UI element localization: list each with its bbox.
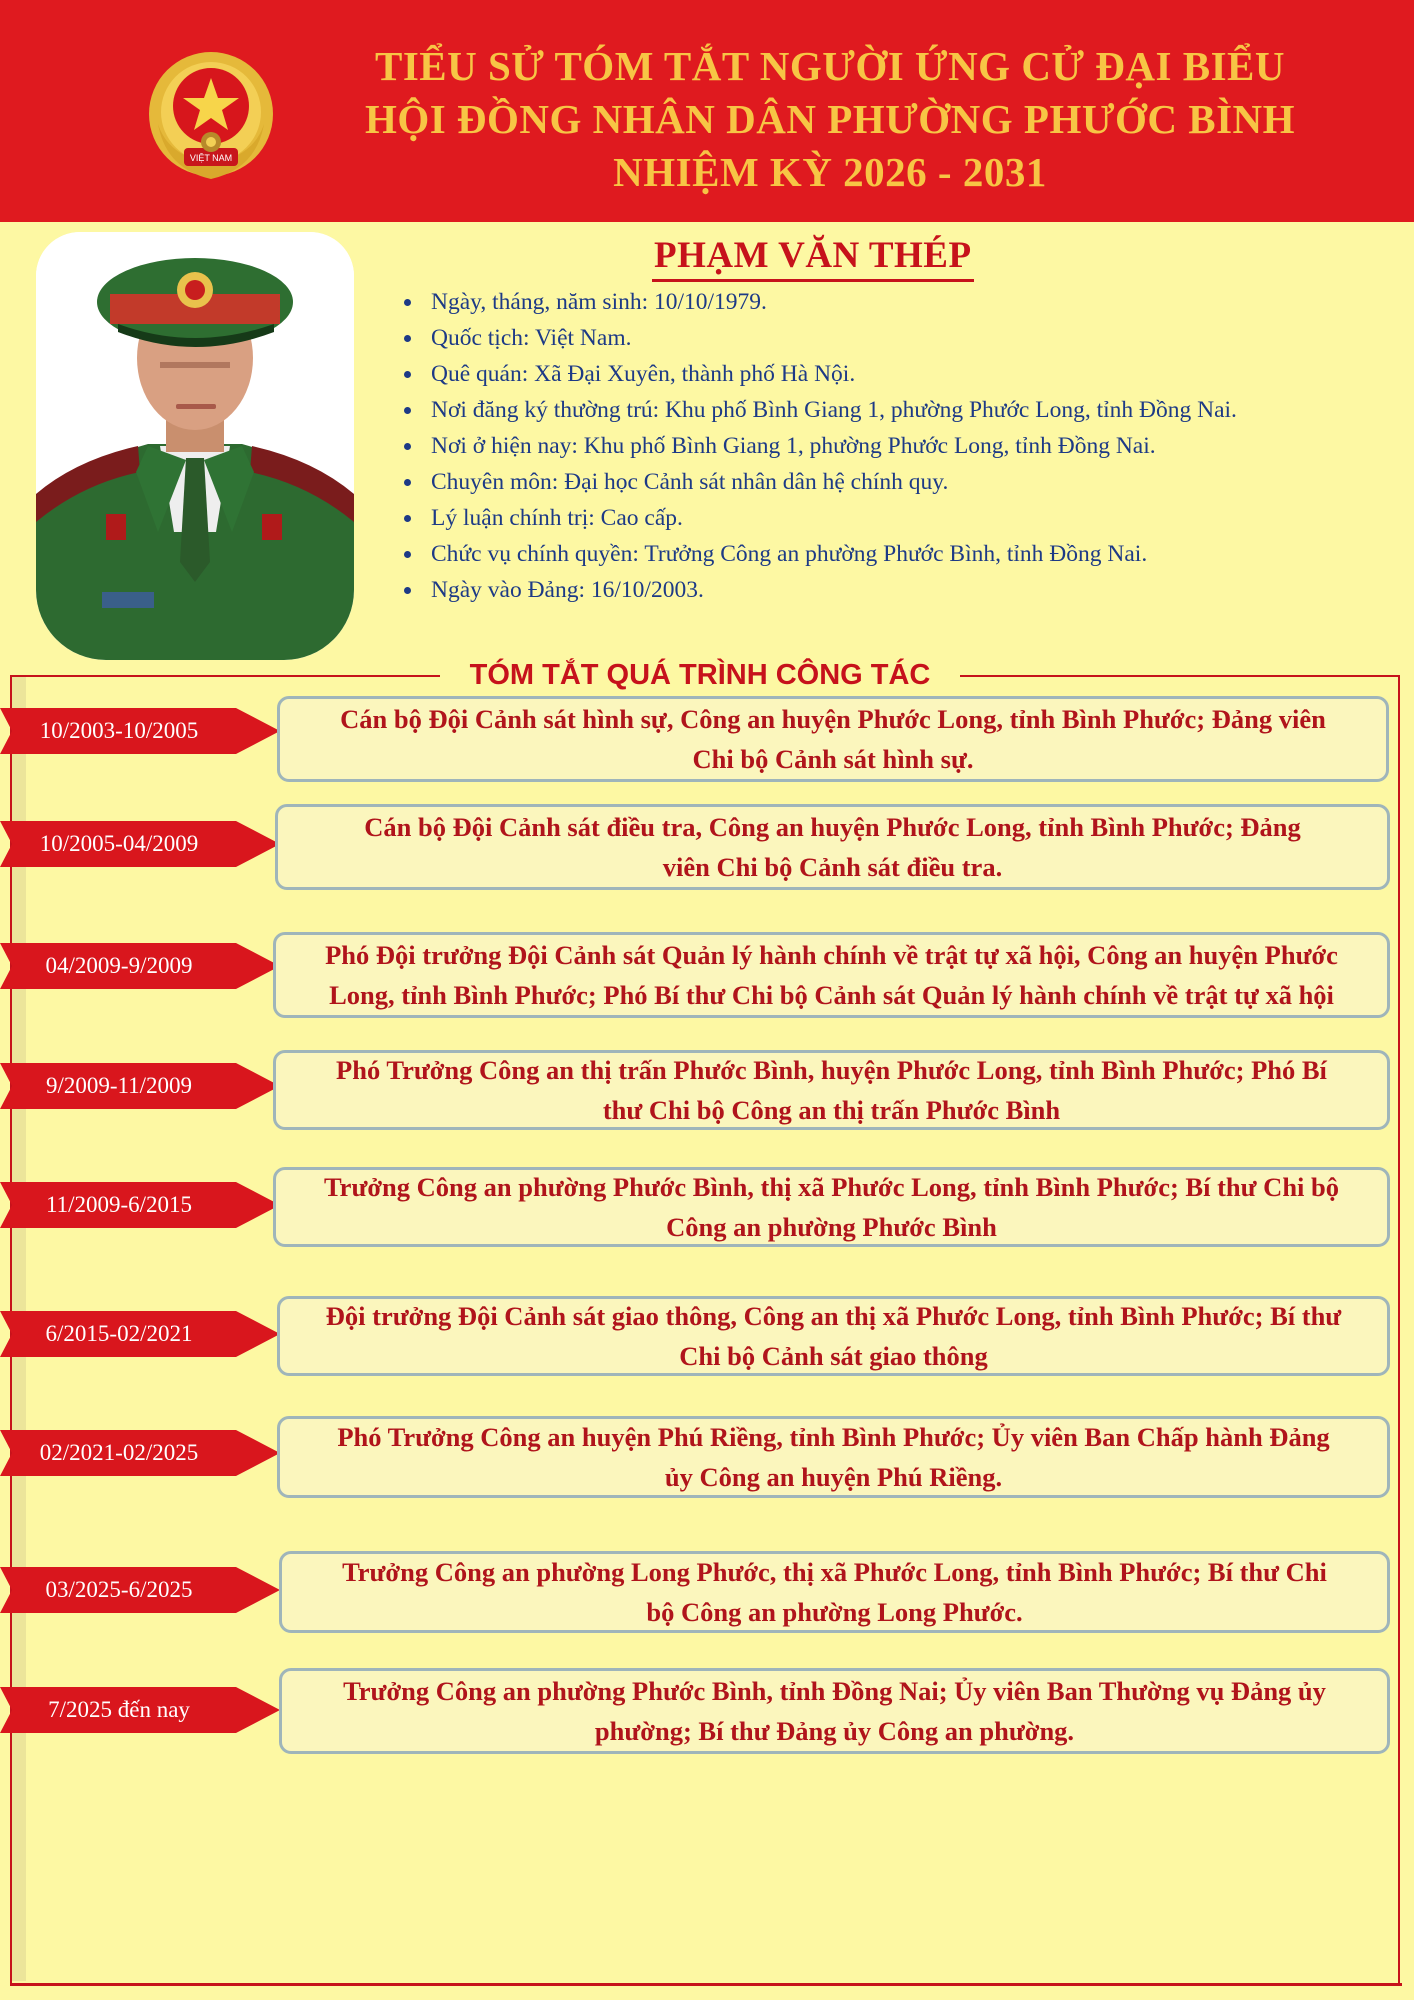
career-entry-box: [277, 1296, 1390, 1376]
career-section-title: TÓM TẮT QUÁ TRÌNH CÔNG TÁC: [440, 653, 960, 697]
candidate-portrait: [36, 232, 354, 660]
info-nationality: Quốc tịch: Việt Nam.: [398, 320, 1237, 356]
career-period-tag: [0, 1063, 280, 1109]
career-section-bottom-border: [10, 1983, 1402, 1986]
career-entry-box: [273, 1050, 1390, 1130]
info-political-theory: Lý luận chính trị: Cao cấp.: [398, 500, 1237, 536]
title-line-1: TIỂU SỬ TÓM TẮT NGƯỜI ỨNG CỬ ĐẠI BIỂU: [375, 43, 1285, 89]
career-period-label: 7/2025 đến nay: [48, 1697, 190, 1722]
career-period-tag: [0, 1567, 280, 1613]
career-entry-box: [275, 804, 1390, 890]
career-period-tag: [0, 1182, 280, 1228]
career-period-tag: [0, 708, 280, 754]
national-emblem-icon: [136, 44, 286, 194]
career-entry-line: Phó Trưởng Công an thị trấn Phước Bình, huyện Phước Long, tỉnh Bình Phước; Phó Bí: [336, 1055, 1327, 1085]
career-entry-line: ủy Công an huyện Phú Riềng.: [664, 1462, 1003, 1492]
title-line-2: HỘI ĐỒNG NHÂN DÂN PHƯỜNG PHƯỚC BÌNH: [364, 96, 1296, 142]
header-band: [0, 0, 1414, 222]
career-entry-line: viên Chi bộ Cảnh sát điều tra.: [662, 852, 1003, 882]
career-entry-line: Cán bộ Đội Cảnh sát điều tra, Công an huyện Phước Long, tỉnh Bình Phước; Đảng: [364, 812, 1301, 842]
career-entry-line: thư Chi bộ Công an thị trấn Phước Bình: [602, 1095, 1061, 1125]
svg-text:VIỆT NAM: VIỆT NAM: [189, 153, 233, 163]
officer-portrait-image: [36, 232, 354, 660]
career-entry-line: Trưởng Công an phường Phước Bình, thị xã Phước Long, tỉnh Bình Phước; Bí thư Chi bộ: [323, 1172, 1340, 1202]
career-entry-line: Phó Trưởng Công an huyện Phú Riềng, tỉnh Bình Phước; Ủy viên Ban Chấp hành Đảng: [337, 1422, 1330, 1452]
info-permanent-residence: Nơi đăng ký thường trú: Khu phố Bình Giang 1, phường Phước Long, tỉnh Đồng Nai.: [398, 392, 1237, 428]
career-period-label: 10/2005-04/2009: [39, 831, 199, 856]
career-entry-line: Công an phường Phước Bình: [666, 1212, 997, 1242]
career-entry-line: Trưởng Công an phường Phước Bình, tỉnh Đồng Nai; Ủy viên Ban Thường vụ Đảng ủy: [343, 1676, 1326, 1706]
career-period-label: 11/2009-6/2015: [45, 1192, 193, 1217]
career-entry-line: bộ Công an phường Long Phước.: [646, 1597, 1023, 1627]
info-current-residence: Nơi ở hiện nay: Khu phố Bình Giang 1, phường Phước Long, tỉnh Đồng Nai.: [398, 428, 1237, 464]
career-period-tag: [0, 1687, 280, 1733]
career-entry-line: Đội trưởng Đội Cảnh sát giao thông, Công an thị xã Phước Long, tỉnh Bình Phước; Bí thư: [325, 1301, 1342, 1331]
career-entry-line: Chi bộ Cảnh sát giao thông: [679, 1341, 988, 1371]
career-entry-box: [273, 1167, 1390, 1247]
career-period-label: 02/2021-02/2025: [39, 1440, 199, 1465]
career-entry-box: [277, 1416, 1390, 1498]
document-title: [300, 40, 1360, 199]
career-period-label: 9/2009-11/2009: [45, 1073, 193, 1098]
career-entry-box: [277, 696, 1389, 782]
info-party-join-date: Ngày vào Đảng: 16/10/2003.: [398, 572, 1237, 608]
career-period-label: 10/2003-10/2005: [39, 718, 199, 743]
info-specialization: Chuyên môn: Đại học Cảnh sát nhân dân hệ chính quy.: [398, 464, 1237, 500]
career-entry-line: Chi bộ Cảnh sát hình sự.: [692, 744, 974, 774]
career-period-tag: [0, 1311, 280, 1357]
candidate-info-list: [398, 284, 1237, 608]
career-entry-box: [279, 1668, 1390, 1754]
career-period-tag: [0, 821, 280, 867]
career-period-label: 03/2025-6/2025: [45, 1577, 193, 1602]
info-government-position: Chức vụ chính quyền: Trưởng Công an phường Phước Bình, tỉnh Đồng Nai.: [398, 536, 1237, 572]
info-birthdate: Ngày, tháng, năm sinh: 10/10/1979.: [398, 284, 1237, 320]
career-entry-box: [273, 932, 1390, 1018]
career-entry-line: Phó Đội trưởng Đội Cảnh sát Quản lý hành chính về trật tự xã hội, Công an huyện Phước: [325, 940, 1338, 970]
career-entry-line: Trưởng Công an phường Long Phước, thị xã Phước Long, tỉnh Bình Phước; Bí thư Chi: [342, 1557, 1327, 1587]
career-entry-line: Cán bộ Đội Cảnh sát hình sự, Công an huyện Phước Long, tỉnh Bình Phước; Đảng viên: [340, 704, 1326, 734]
title-line-3: NHIỆM KỲ 2026 - 2031: [613, 149, 1047, 195]
career-entry-box: [279, 1551, 1390, 1633]
career-period-tag: [0, 943, 280, 989]
career-entry-line: Long, tỉnh Bình Phước; Phó Bí thư Chi bộ Cảnh sát Quản lý hành chính về trật tự xã hội: [329, 980, 1334, 1010]
career-period-label: 04/2009-9/2009: [45, 953, 193, 978]
career-period-tag: [0, 1430, 280, 1476]
career-entry-line: phường; Bí thư Đảng ủy Công an phường.: [594, 1716, 1075, 1746]
info-hometown: Quê quán: Xã Đại Xuyên, thành phố Hà Nội.: [398, 356, 1237, 392]
candidate-name: PHẠM VĂN THÉP: [652, 234, 974, 282]
career-period-label: 6/2015-02/2021: [45, 1321, 193, 1346]
